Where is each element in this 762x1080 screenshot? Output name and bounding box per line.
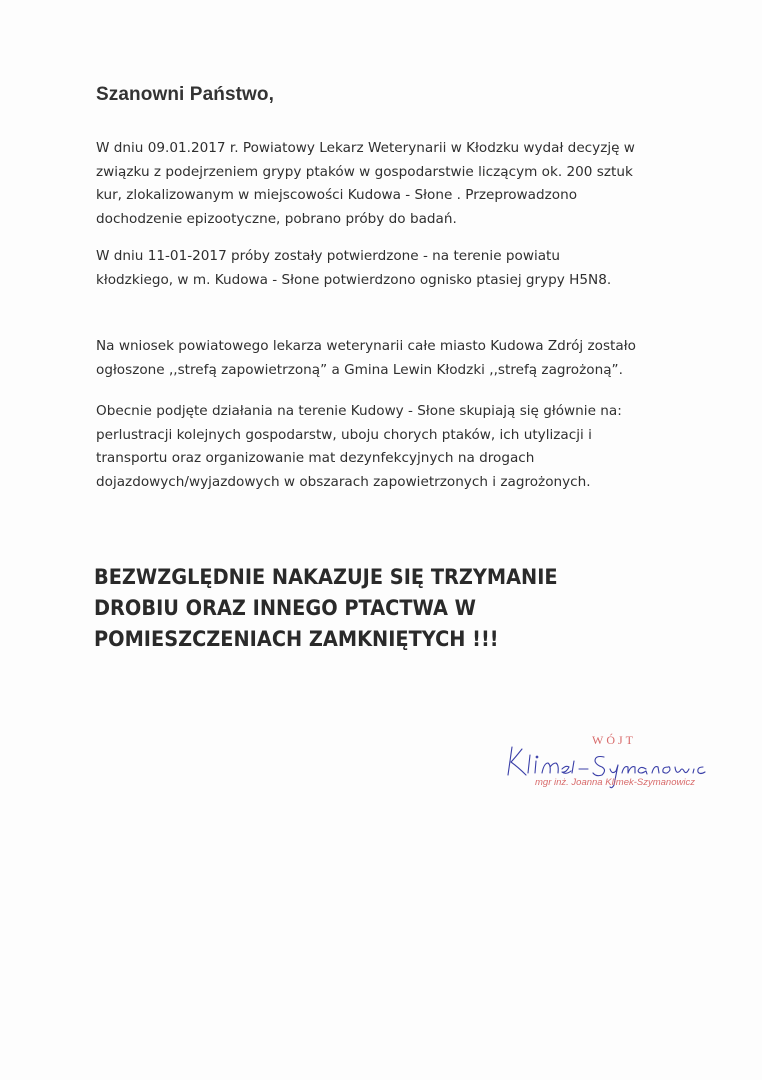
text-line: ogłoszone ,,strefą zapowietrzoną” a Gmina Lewin Kłodzki ,,strefą zagrożoną”. bbox=[96, 361, 623, 378]
text-line: związku z podejrzeniem grypy ptaków w gospodarstwie liczącym ok. 200 sztuk bbox=[96, 163, 633, 180]
text-line: dochodzenie epizootyczne, pobrano próby do badań. bbox=[96, 210, 457, 227]
text-line: Obecnie podjęte działania na terenie Kudowy - Słone skupiają się głównie na: bbox=[96, 403, 622, 419]
salutation: Szanowni Państwo, bbox=[96, 84, 274, 105]
warning-notice bbox=[94, 562, 558, 655]
text-line: W dniu 09.01.2017 r. Powiatowy Lekarz Weterynarii w Kłodzku wydał decyzję w bbox=[96, 140, 635, 156]
text-line: transportu oraz organizowanie mat dezynfekcyjnych na drogach bbox=[96, 450, 535, 466]
text-line: perlustracji kolejnych gospodarstw, uboju chorych ptaków, ich utylizacji i bbox=[96, 426, 592, 443]
stamp-title: WÓJT bbox=[592, 733, 636, 747]
text-line: kłodzkiego, w m. Kudowa - Słone potwierdzono ognisko ptasiej grypy H5N8. bbox=[96, 271, 612, 288]
warning-line: DROBIU ORAZ INNEGO PTACTWA W bbox=[94, 596, 476, 620]
paragraph-actions bbox=[96, 400, 696, 494]
warning-line: BEZWZGLĘDNIE NAKAZUJE SIĘ TRZYMANIE bbox=[94, 565, 558, 589]
text-line: W dniu 11-01-2017 próby zostały potwierdzone - na terenie powiatu bbox=[96, 248, 560, 264]
text-line: Na wniosek powiatowego lekarza weterynarii całe miasto Kudowa Zdrój zostało bbox=[96, 338, 636, 354]
paragraph-zones bbox=[96, 335, 696, 382]
text-line: kur, zlokalizowanym w miejscowości Kudowa - Słone . Przeprowadzono bbox=[96, 187, 578, 203]
handwritten-signature bbox=[500, 725, 720, 805]
stamp-name: mgr inż. Joanna Klimek-Szymanowicz bbox=[535, 777, 695, 788]
text-line: dojazdowych/wyjazdowych w obszarach zapowietrzonych i zagrożonych. bbox=[96, 473, 591, 490]
warning-line: POMIESZCZENIACH ZAMKNIĘTYCH !!! bbox=[94, 627, 499, 651]
paragraph-decision bbox=[96, 137, 696, 231]
paragraph-confirmation bbox=[96, 245, 696, 292]
official-stamp bbox=[500, 725, 720, 805]
